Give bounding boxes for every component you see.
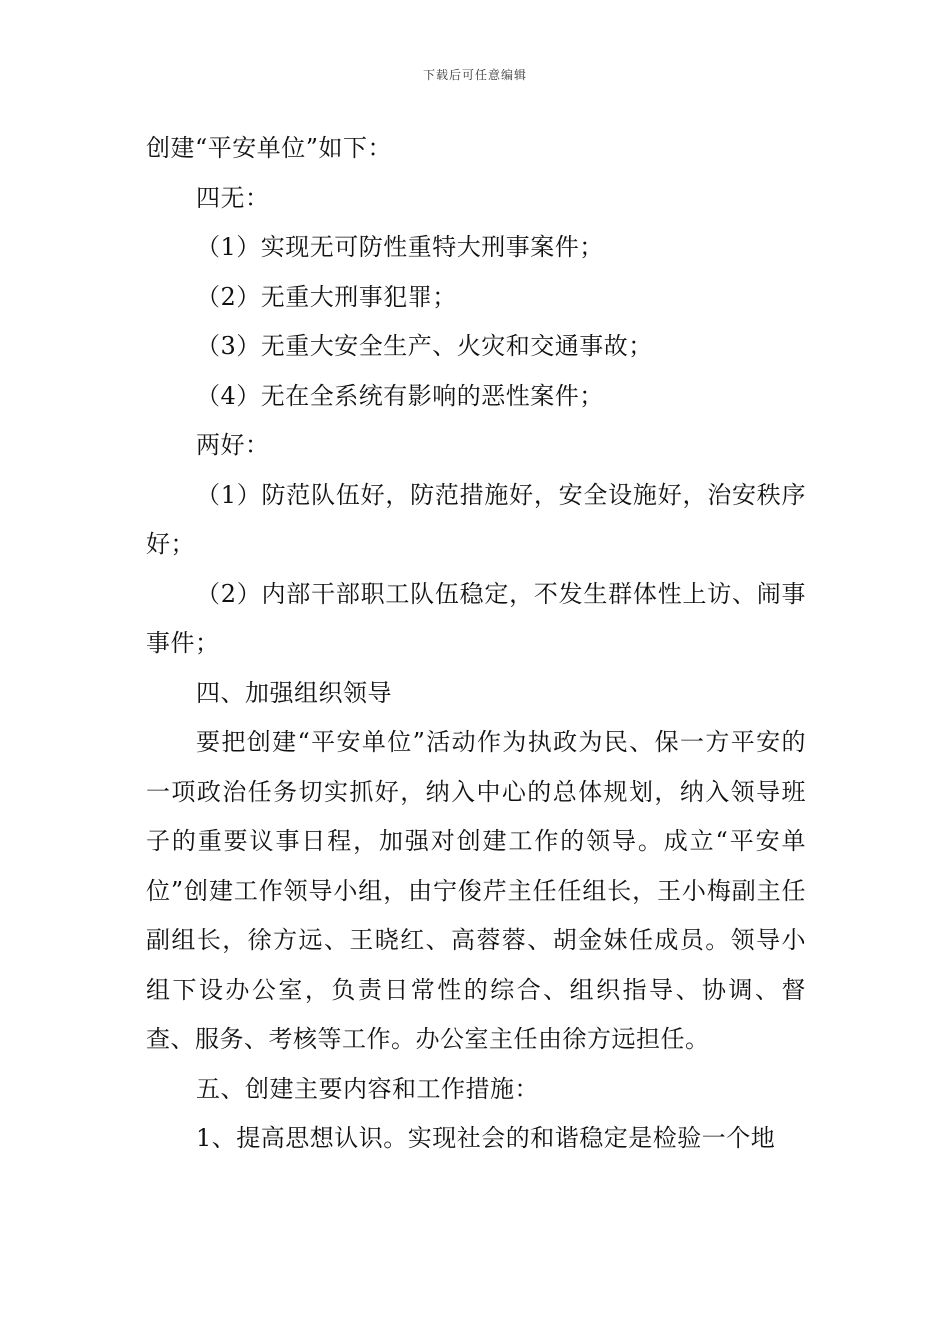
list-item: （1）实现无可防性重特大刑事案件； xyxy=(196,233,604,261)
heading-four-nos: 四无： xyxy=(196,183,270,212)
list-item: （1）防范队伍好，防范措施好，安全设施好，治安秩序好； xyxy=(146,480,806,558)
section-heading-four: 四、加强组织领导 xyxy=(196,678,392,707)
list-item: （3）无重大安全生产、火灾和交通事故； xyxy=(196,332,653,360)
heading-two-goods: 两好： xyxy=(196,431,270,459)
page-header: 下载后可任意编辑 xyxy=(422,68,527,82)
paragraph-organization: 要把创建“平安单位”活动作为执政为民、保一方平安的一项政治任务切实抓好，纳入中心的总体规划，纳入领导班子的重要议事日程，加强对创建工作的领导。成立“平安单位”创建工作领导小组，由宁俊芹主任任组长，王小梅副主任副组长，徐方远、王晓红、高蓉蓉、胡金妹任成员。领导小组下设办公室，负责日常性的综合、组织指导、协调、督查、服务、考核等工作。办公室主任由徐方远担任。 xyxy=(146,728,806,1053)
paragraph-intro: 创建“平安单位”如下： xyxy=(146,134,393,162)
paragraph-measure-1: 1、提高思想认识。实现社会的和谐稳定是检验一个地 xyxy=(196,1124,776,1152)
list-item: （4）无在全系统有影响的恶性案件； xyxy=(196,381,604,410)
document-body xyxy=(146,124,806,1164)
list-item: （2）无重大刑事犯罪； xyxy=(196,282,457,311)
list-item: （2）内部干部职工队伍稳定，不发生群体性上访、闹事事件； xyxy=(146,579,806,657)
section-heading-five: 五、创建主要内容和工作措施： xyxy=(196,1074,539,1103)
